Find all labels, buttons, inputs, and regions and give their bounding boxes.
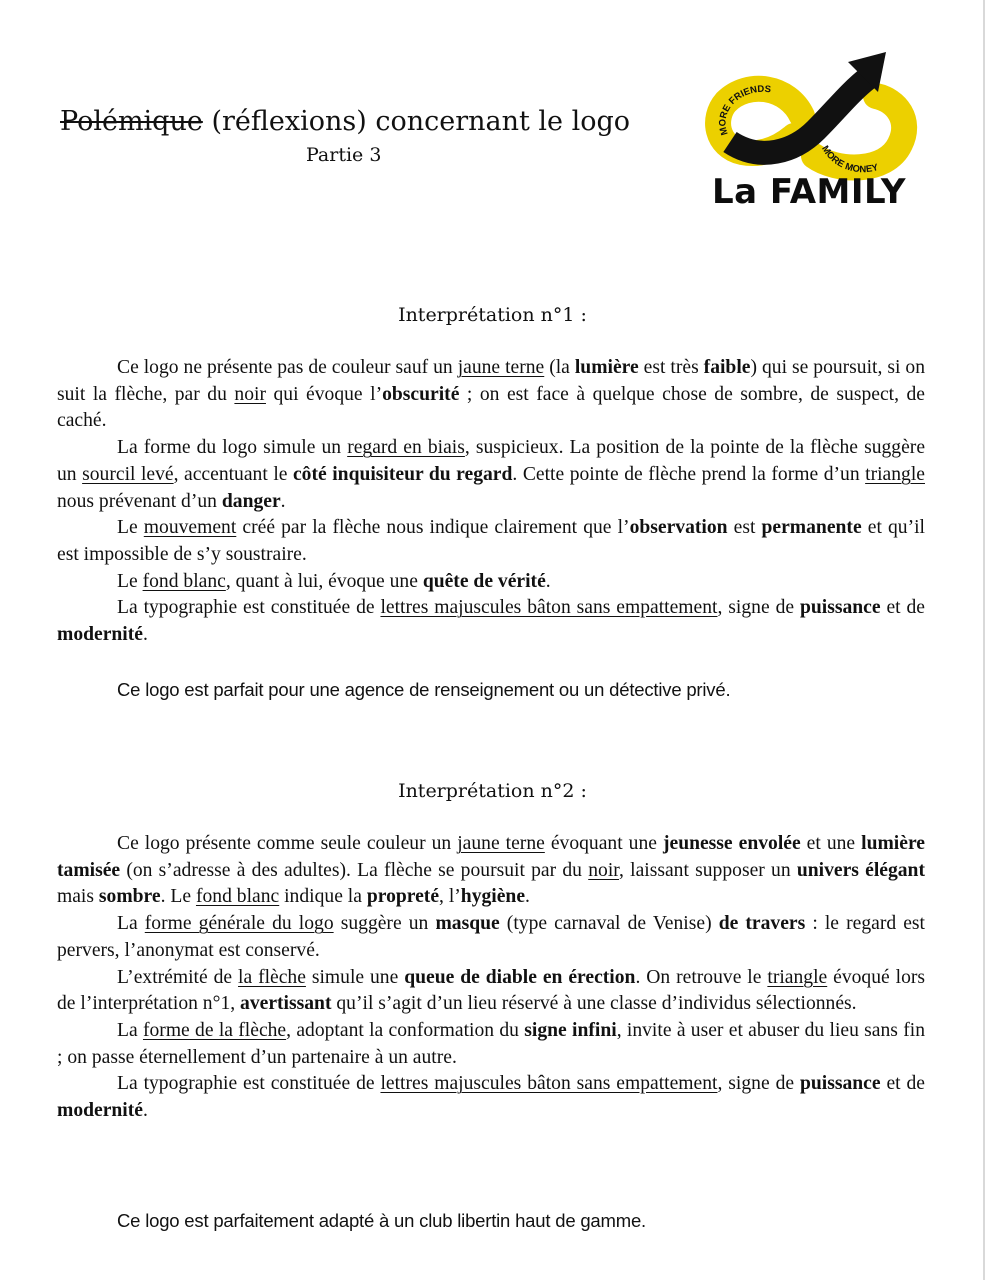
bold-phrase: avertissant bbox=[240, 993, 332, 1015]
text-run: évoqué lors de l’interprétation n°1, bbox=[57, 966, 926, 1015]
title-struck-word: Polémique bbox=[60, 106, 203, 137]
text-run: . bbox=[280, 490, 286, 512]
underlined-phrase: lettres majuscules bâton sans empattement bbox=[380, 597, 718, 619]
section1-paragraph bbox=[57, 435, 925, 515]
underlined-phrase: triangle bbox=[865, 463, 925, 485]
underlined-phrase: jaune terne bbox=[457, 357, 545, 378]
underlined-phrase: forme générale du logo bbox=[144, 913, 334, 935]
section1-paragraph bbox=[57, 569, 925, 596]
text-run: La bbox=[117, 1019, 143, 1041]
text-run: : le regard est pervers, l’anonymat est conservé. bbox=[57, 913, 926, 961]
underlined-phrase: jaune terne bbox=[457, 833, 545, 854]
bold-phrase: propreté bbox=[366, 886, 440, 908]
title-rest: (réflexions) concernant le logo bbox=[211, 106, 631, 137]
underlined-phrase: fond blanc bbox=[142, 570, 226, 592]
page-title bbox=[60, 104, 660, 140]
section1-heading: Interprétation n°1 : bbox=[398, 304, 587, 326]
text-run: . Le bbox=[160, 886, 196, 908]
section2-paragraph bbox=[57, 911, 925, 964]
underlined-phrase: noir bbox=[234, 383, 266, 405]
underlined-phrase: forme de la flèche bbox=[142, 1019, 287, 1041]
underlined-phrase: triangle bbox=[767, 966, 828, 988]
text-run: , quant à lui, évoque une bbox=[225, 570, 423, 592]
text-run: (type carnaval de Venise) bbox=[499, 913, 719, 935]
text-run: qu’il s’agit d’un lieu réservé à une classe d’individus sélectionnés. bbox=[331, 993, 857, 1015]
text-run: nous prévenant d’un bbox=[57, 490, 222, 512]
section1-body bbox=[57, 355, 925, 649]
text-run: , accentuant le bbox=[173, 463, 293, 485]
section1-paragraph bbox=[57, 515, 925, 568]
text-run: ) qui se poursuit, si on suit la flèche, par du bbox=[57, 357, 925, 405]
text-run: , suspicieux. La position de la pointe de la flèche suggère un bbox=[57, 437, 926, 485]
logo-arc-text-right: MORE MONEY bbox=[819, 143, 880, 176]
text-run: La typographie est constituée de bbox=[117, 1073, 381, 1095]
underlined-phrase: la flèche bbox=[238, 966, 306, 988]
bold-phrase: hygiène bbox=[460, 886, 526, 908]
text-run: Ce logo ne présente pas de couleur sauf un bbox=[117, 357, 458, 378]
text-run: et qu’il est impossible de s’y soustraire. bbox=[57, 517, 925, 565]
text-run: . Cette pointe de flèche prend la forme d’un bbox=[512, 463, 866, 485]
text-run: suggère un bbox=[333, 913, 436, 935]
text-run: . bbox=[142, 1100, 148, 1122]
section1-paragraph bbox=[57, 595, 925, 648]
text-run: évoquant une bbox=[544, 833, 663, 854]
bold-phrase: lumière tamisée bbox=[57, 833, 925, 881]
bold-phrase: obscurité bbox=[382, 383, 460, 405]
bold-phrase: lumière bbox=[574, 357, 639, 378]
text-run: . On retrouve le bbox=[635, 966, 768, 988]
bold-phrase: puissance bbox=[799, 1073, 881, 1095]
text-run: mais bbox=[57, 886, 99, 908]
logo-brand-text: La FAMILY bbox=[711, 172, 907, 212]
text-run: est très bbox=[638, 357, 704, 378]
text-run: , l’ bbox=[439, 886, 461, 908]
text-run: Ce logo présente comme seule couleur un bbox=[117, 833, 458, 854]
bold-phrase: côté inquisiteur du regard bbox=[292, 463, 513, 485]
page-subtitle: Partie 3 bbox=[306, 144, 382, 166]
bold-phrase: observation bbox=[629, 517, 728, 539]
bold-phrase: signe infini bbox=[524, 1019, 617, 1041]
underlined-phrase: lettres majuscules bâton sans empattement bbox=[380, 1073, 718, 1095]
bold-phrase: quête de vérité bbox=[422, 570, 546, 592]
text-run: La typographie est constituée de bbox=[117, 597, 381, 619]
section2-body bbox=[57, 831, 925, 1125]
underlined-phrase: fond blanc bbox=[195, 886, 280, 908]
bold-phrase: faible bbox=[703, 357, 751, 378]
text-run: La forme du logo simule un bbox=[117, 437, 348, 459]
text-run: La bbox=[117, 913, 145, 935]
section1-paragraph bbox=[57, 355, 925, 435]
text-run: , adoptant la conformation du bbox=[286, 1019, 525, 1041]
underlined-phrase: regard en biais bbox=[347, 437, 465, 459]
text-run: Le bbox=[117, 570, 143, 592]
bold-phrase: de travers bbox=[718, 913, 806, 935]
bold-phrase: danger bbox=[221, 490, 281, 512]
bold-phrase: jeunesse envolée bbox=[662, 833, 801, 854]
text-run: , invite à user et abuser du lieu sans fin ; on passe éternellement d’un partenaire à un autre. bbox=[57, 1019, 925, 1068]
text-run: et de bbox=[880, 597, 925, 619]
section2-conclusion: Ce logo est parfaitement adapté à un club libertin haut de gamme. bbox=[117, 1210, 646, 1231]
text-run: . bbox=[545, 570, 551, 592]
text-run: , signe de bbox=[717, 597, 800, 619]
bold-phrase: permanente bbox=[761, 517, 862, 539]
section2-paragraph bbox=[57, 831, 925, 911]
text-run: créé par la flèche nous indique clairement que l’ bbox=[236, 517, 630, 539]
bold-phrase: modernité bbox=[57, 1100, 143, 1122]
text-run: , laissant supposer un bbox=[619, 859, 797, 881]
underlined-phrase: noir bbox=[588, 859, 619, 881]
section1-conclusion: Ce logo est parfait pour une agence de renseignement ou un détective privé. bbox=[117, 679, 731, 700]
bold-phrase: queue de diable en érection bbox=[404, 966, 636, 988]
text-run: (on s’adresse à des adultes). La flèche se poursuit par du bbox=[120, 859, 589, 881]
section2-paragraph bbox=[57, 965, 925, 1018]
text-run: , signe de bbox=[717, 1073, 800, 1095]
bold-phrase: modernité bbox=[57, 624, 143, 646]
underlined-phrase: sourcil levé bbox=[82, 463, 174, 485]
section2-heading: Interprétation n°2 : bbox=[398, 780, 587, 802]
section2-paragraph bbox=[57, 1071, 925, 1124]
text-run: qui évoque l’ bbox=[265, 383, 383, 405]
text-run: simule une bbox=[305, 966, 405, 988]
bold-phrase: sombre bbox=[98, 886, 161, 908]
text-run: est bbox=[727, 517, 762, 539]
text-run: ; on est face à quelque chose de sombre, de suspect, de caché. bbox=[57, 383, 925, 432]
bold-phrase: puissance bbox=[799, 597, 881, 619]
bold-phrase: univers élégant bbox=[796, 859, 925, 881]
text-run: (la bbox=[544, 357, 575, 378]
text-run: Le bbox=[117, 517, 144, 539]
text-run: . bbox=[142, 624, 148, 646]
text-run: et de bbox=[880, 1073, 925, 1095]
text-run: et une bbox=[800, 833, 862, 854]
text-run: L’extrémité de bbox=[117, 966, 239, 988]
section2-paragraph bbox=[57, 1018, 925, 1071]
logo-arc-text-left: MORE FRIENDS bbox=[717, 83, 772, 137]
underlined-phrase: mouvement bbox=[143, 517, 237, 539]
text-run: indique la bbox=[279, 886, 367, 908]
text-run: . bbox=[525, 886, 530, 908]
bold-phrase: masque bbox=[435, 913, 500, 935]
